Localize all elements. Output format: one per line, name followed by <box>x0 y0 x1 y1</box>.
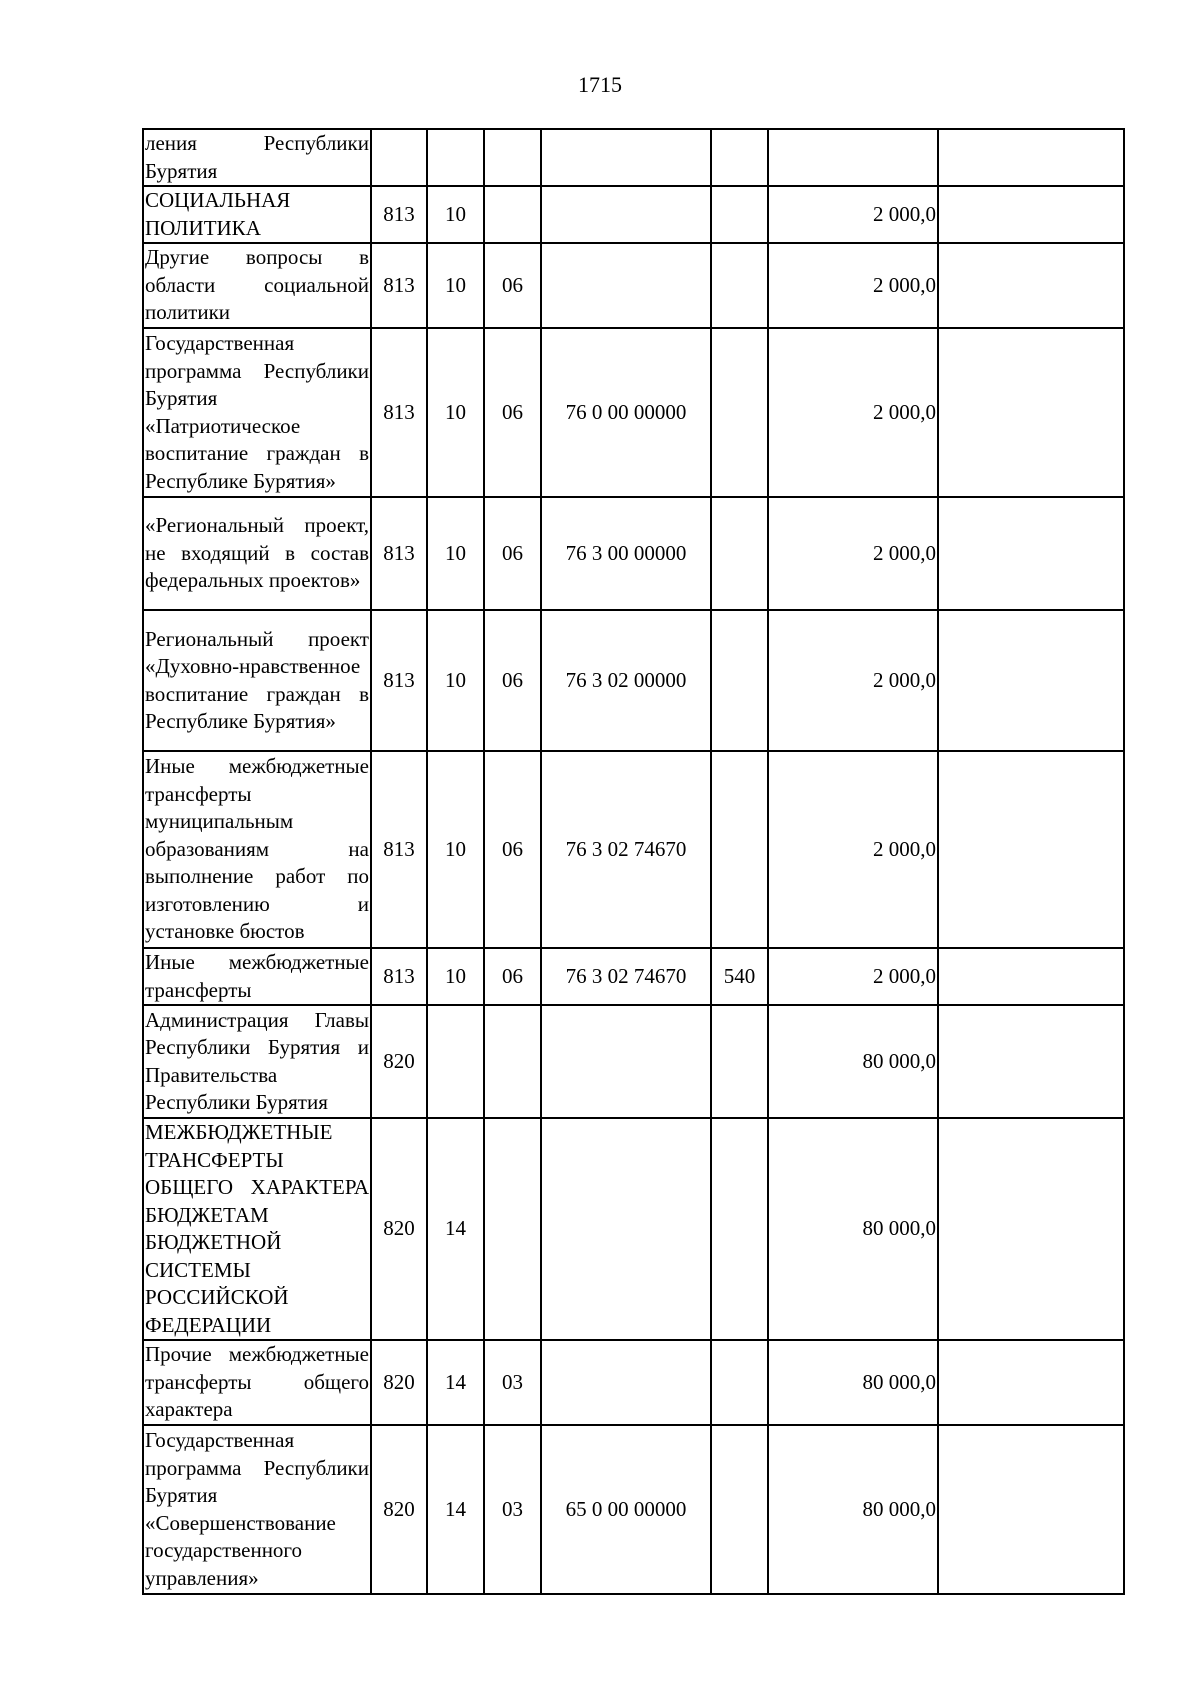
section-code: 10 <box>427 751 484 948</box>
subsection-code <box>484 1118 541 1340</box>
target-article-code: 76 3 00 00000 <box>541 497 711 610</box>
target-article-code <box>541 186 711 243</box>
section-code: 10 <box>427 328 484 497</box>
expense-type-code <box>711 610 768 751</box>
extra-cell <box>938 610 1124 751</box>
section-code: 10 <box>427 243 484 328</box>
table-row <box>143 129 1124 186</box>
expense-type-code: 540 <box>711 948 768 1005</box>
ved-code: 820 <box>371 1005 427 1118</box>
expense-type-code <box>711 751 768 948</box>
amount: 2 000,0 <box>768 243 938 328</box>
table-row <box>143 1005 1124 1118</box>
ved-code: 813 <box>371 497 427 610</box>
table-row <box>143 243 1124 328</box>
section-code: 14 <box>427 1425 484 1594</box>
section-code: 14 <box>427 1340 484 1425</box>
page-number: 1715 <box>578 72 622 97</box>
extra-cell <box>938 1005 1124 1118</box>
subsection-code: 06 <box>484 610 541 751</box>
ved-code: 820 <box>371 1425 427 1594</box>
row-name: Иные межбюджетные трансферты муниципальным образованиям на выполнение работ по изготовлению и установке бюстов <box>143 751 371 948</box>
extra-cell <box>938 948 1124 1005</box>
ved-code: 820 <box>371 1340 427 1425</box>
subsection-code: 03 <box>484 1340 541 1425</box>
table-row <box>143 1118 1124 1340</box>
subsection-code: 03 <box>484 1425 541 1594</box>
subsection-code: 06 <box>484 243 541 328</box>
ved-code <box>371 129 427 186</box>
expense-type-code <box>711 1005 768 1118</box>
section-code <box>427 129 484 186</box>
ved-code: 813 <box>371 328 427 497</box>
table-row <box>143 186 1124 243</box>
expense-type-code <box>711 243 768 328</box>
subsection-code: 06 <box>484 751 541 948</box>
section-code: 10 <box>427 497 484 610</box>
extra-cell <box>938 751 1124 948</box>
amount: 2 000,0 <box>768 751 938 948</box>
extra-cell <box>938 186 1124 243</box>
subsection-code: 06 <box>484 328 541 497</box>
target-article-code <box>541 243 711 328</box>
amount: 2 000,0 <box>768 497 938 610</box>
row-name: «Региональный проект, не входящий в состав федеральных проектов» <box>143 497 371 610</box>
amount: 2 000,0 <box>768 948 938 1005</box>
section-code: 10 <box>427 186 484 243</box>
amount <box>768 129 938 186</box>
subsection-code <box>484 186 541 243</box>
table-row <box>143 948 1124 1005</box>
amount: 80 000,0 <box>768 1118 938 1340</box>
table-row <box>143 328 1124 497</box>
amount: 80 000,0 <box>768 1340 938 1425</box>
row-name: Государственная программа Республики Бурятия «Совершенствование государственного управления» <box>143 1425 371 1594</box>
section-code: 14 <box>427 1118 484 1340</box>
amount: 80 000,0 <box>768 1005 938 1118</box>
row-name: Государственная программа Республики Бурятия «Патриотическое воспитание граждан в Республике Бурятия» <box>143 328 371 497</box>
expense-type-code <box>711 497 768 610</box>
expense-type-code <box>711 1425 768 1594</box>
table-row <box>143 1340 1124 1425</box>
ved-code: 813 <box>371 610 427 751</box>
subsection-code <box>484 1005 541 1118</box>
ved-code: 813 <box>371 751 427 948</box>
extra-cell <box>938 1425 1124 1594</box>
expense-type-code <box>711 129 768 186</box>
target-article-code <box>541 1340 711 1425</box>
row-name: Региональный проект «Духовно-нравственное воспитание граждан в Республике Бурятия» <box>143 610 371 751</box>
amount: 2 000,0 <box>768 328 938 497</box>
expense-type-code <box>711 1118 768 1340</box>
extra-cell <box>938 497 1124 610</box>
expense-type-code <box>711 328 768 497</box>
ved-code: 813 <box>371 243 427 328</box>
subsection-code <box>484 129 541 186</box>
expense-type-code <box>711 186 768 243</box>
target-article-code: 65 0 00 00000 <box>541 1425 711 1594</box>
subsection-code: 06 <box>484 948 541 1005</box>
target-article-code: 76 3 02 00000 <box>541 610 711 751</box>
target-article-code: 76 3 02 74670 <box>541 751 711 948</box>
section-code: 10 <box>427 948 484 1005</box>
budget-table <box>142 128 1125 1595</box>
section-code: 10 <box>427 610 484 751</box>
extra-cell <box>938 129 1124 186</box>
target-article-code: 76 0 00 00000 <box>541 328 711 497</box>
target-article-code: 76 3 02 74670 <box>541 948 711 1005</box>
row-name: Иные межбюджетные трансферты <box>143 948 371 1005</box>
ved-code: 820 <box>371 1118 427 1340</box>
extra-cell <box>938 1118 1124 1340</box>
row-name: ления Республики Бурятия <box>143 129 371 186</box>
extra-cell <box>938 1340 1124 1425</box>
expense-type-code <box>711 1340 768 1425</box>
amount: 2 000,0 <box>768 610 938 751</box>
row-name: Администрация Главы Республики Бурятия и Правительства Республики Бурятия <box>143 1005 371 1118</box>
extra-cell <box>938 243 1124 328</box>
target-article-code <box>541 1118 711 1340</box>
table-row <box>143 610 1124 751</box>
amount: 2 000,0 <box>768 186 938 243</box>
target-article-code <box>541 1005 711 1118</box>
ved-code: 813 <box>371 948 427 1005</box>
row-name: МЕЖБЮДЖЕТНЫЕ ТРАНСФЕРТЫ ОБЩЕГО ХАРАКТЕРА БЮДЖЕТАМ БЮДЖЕТНОЙ СИСТЕМЫ РОССИЙСКОЙ ФЕДЕРАЦИИ <box>143 1118 371 1340</box>
table-row <box>143 497 1124 610</box>
row-name: Прочие межбюджетные трансферты общего характера <box>143 1340 371 1425</box>
table-row <box>143 1425 1124 1594</box>
ved-code: 813 <box>371 186 427 243</box>
section-code <box>427 1005 484 1118</box>
row-name: СОЦИАЛЬНАЯ ПОЛИТИКА <box>143 186 371 243</box>
row-name: Другие вопросы в области социальной политики <box>143 243 371 328</box>
extra-cell <box>938 328 1124 497</box>
target-article-code <box>541 129 711 186</box>
subsection-code: 06 <box>484 497 541 610</box>
table-row <box>143 751 1124 948</box>
amount: 80 000,0 <box>768 1425 938 1594</box>
